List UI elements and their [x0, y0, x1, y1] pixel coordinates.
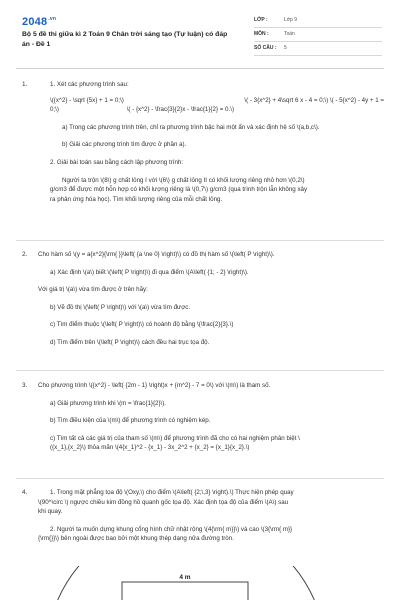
equation: \( - {x^2} - \frac{3}{2}x - \frac{1}{2} = 0.\): [126, 106, 234, 114]
sub-question: c) Tìm điểm thuộc \(\left( P \right)\) có hoành độ bằng \(\frac{2}{3}.\): [50, 321, 234, 329]
meta-key: MÔN :: [254, 30, 269, 37]
gate-diagram: [36, 566, 336, 600]
meta-key: SỐ CÂU :: [254, 44, 277, 51]
meta-value: Lớp 9: [284, 16, 298, 23]
meta-table: [254, 14, 382, 56]
sub-question: d) Tìm điểm trên \(\left( P \right)\) cách đều hai trục tọa độ.: [50, 339, 210, 347]
question-number: 3.: [22, 382, 28, 389]
problem-text: \(90^\circ \) ngược chiều kim đồng hồ quanh gốc tọa độ. Xác định tọa độ của điểm \(A\) sau: [38, 498, 289, 506]
question-body: [38, 250, 368, 348]
sub-question: b) Vẽ đồ thị \(\left( P \right)\) với \(a\) vừa tìm được.: [50, 303, 191, 311]
question-number: 1.: [22, 81, 28, 88]
problem-text: ra phản ứng hóa học). Tìm khối lượng riêng của mỗi chất lỏng.: [50, 195, 223, 203]
page-title: Bộ 5 đề thi giữa kì 2 Toán 9 Chân trời sáng tạo (Tự luận) có đáp án - Đề 1: [22, 31, 228, 48]
meta-row-class: [254, 14, 382, 28]
document-header: [22, 12, 382, 62]
sub-question: a) Giải phương trình khi \(m = \frac{1}{2}\).: [50, 399, 167, 407]
equation: \({x^2} - \sqrt {5x} + 1 = 0;\): [50, 96, 124, 104]
question-number: 4.: [22, 489, 28, 496]
problem-text: g/cm3 để được một hỗn hợp có khối lượng riêng là \(0,7\) g/cm3 (qua trình trộn lẫn không xảy: [50, 186, 308, 194]
question-body: [50, 80, 384, 204]
sub-question: ({x_1},{x_2}\) thỏa mãn \(4{x_1}^2 - {x_1} - 3x_2^2 + {x_2} = {x_1}{x_2}.\): [50, 444, 250, 452]
logo-text: 2048: [22, 16, 48, 28]
meta-row-count: [254, 42, 382, 56]
header-divider: [16, 68, 384, 69]
part-title: 1. Xét các phương trình sau:: [50, 81, 129, 88]
sub-question: c) Tìm tất cả các giá trị của tham số \(m\) để phương trình đã cho có hai nghiệm phân biệt \: [50, 434, 300, 442]
gate-rectangle: [122, 582, 248, 600]
section-divider: [16, 370, 384, 371]
question-stem: Cho phương trình \({x^2} - \left( {2m - 1} \right)x + {m^2} - 7 = 0\) với \(m\) là tham số.: [38, 382, 271, 389]
meta-value: Toán: [284, 30, 295, 37]
meta-value: 5: [284, 44, 287, 51]
question-number: 2.: [22, 251, 28, 258]
meta-key: LỚP :: [254, 16, 268, 23]
logo-suffix: .vn: [48, 16, 57, 23]
sub-question: b) Giải các phương trình tìm được ở phần a).: [62, 141, 187, 149]
semicircle-frame: [46, 566, 326, 600]
section-divider: [16, 240, 384, 241]
equation-row: [50, 105, 384, 115]
equation: \( - 3{x^2} + 4\sqrt 6 x - 4 = 0;\) \( - 5{x^2} - 4y + 1 =: [244, 96, 384, 104]
problem-text: 1. Trong mặt phẳng tọa độ \(Oxy,\) cho điểm \(A\left( {2;\,3} \right).\) Thực hiện phép quay: [50, 489, 294, 496]
equation: 0;\): [50, 106, 59, 114]
question-body: [38, 488, 368, 544]
gate-figure: [36, 566, 336, 600]
problem-text: khi quay.: [38, 508, 63, 516]
width-label: 4 m: [179, 574, 191, 581]
problem-text: {\rm{}}\) bên ngoài được bao bởi một khung thép dạng nửa đường tròn.: [38, 535, 234, 543]
question-body: [38, 381, 368, 453]
sub-question: b) Tìm điều kiện của \(m\) để phương trình có nghiệm kép.: [50, 417, 211, 425]
question-stem: Cho hàm số \(y = a{x^2}{\rm{ }}\left( {a \ne 0} \right)\) có đồ thị hàm số \(\left( P \right)\).: [38, 251, 275, 258]
section-divider: [16, 478, 384, 479]
meta-row-subject: [254, 28, 382, 42]
problem-text: 2. Người ta muốn dựng khung cổng hình chữ nhật rộng \(4{\rm{ m}}\) và cao \(3{\rm{ m}}: [50, 525, 293, 533]
part-title: 2. Giải bài toán sau bằng cách lập phương trình:: [50, 159, 184, 167]
equation-row: [50, 96, 384, 106]
sub-question: a) Xác định \(a\) biết \(\left( P \right)\) đi qua điểm \(A\left( {1; - 2} \right)\).: [50, 268, 249, 276]
site-logo[interactable]: [22, 14, 56, 31]
instruction-text: Với giá trị \(a\) vừa tìm được ở trên hãy:: [38, 286, 148, 294]
problem-text: Người ta trộn \(8\) g chất lỏng I với \(6\) g chất lỏng II có khối lượng riêng nhỏ hơn \(0,2\): [62, 176, 305, 184]
sub-question: a) Trong các phương trình trên, chỉ ra phương trình bậc hai một ẩn và xác định hệ số \(a,b,c\).: [62, 123, 320, 131]
